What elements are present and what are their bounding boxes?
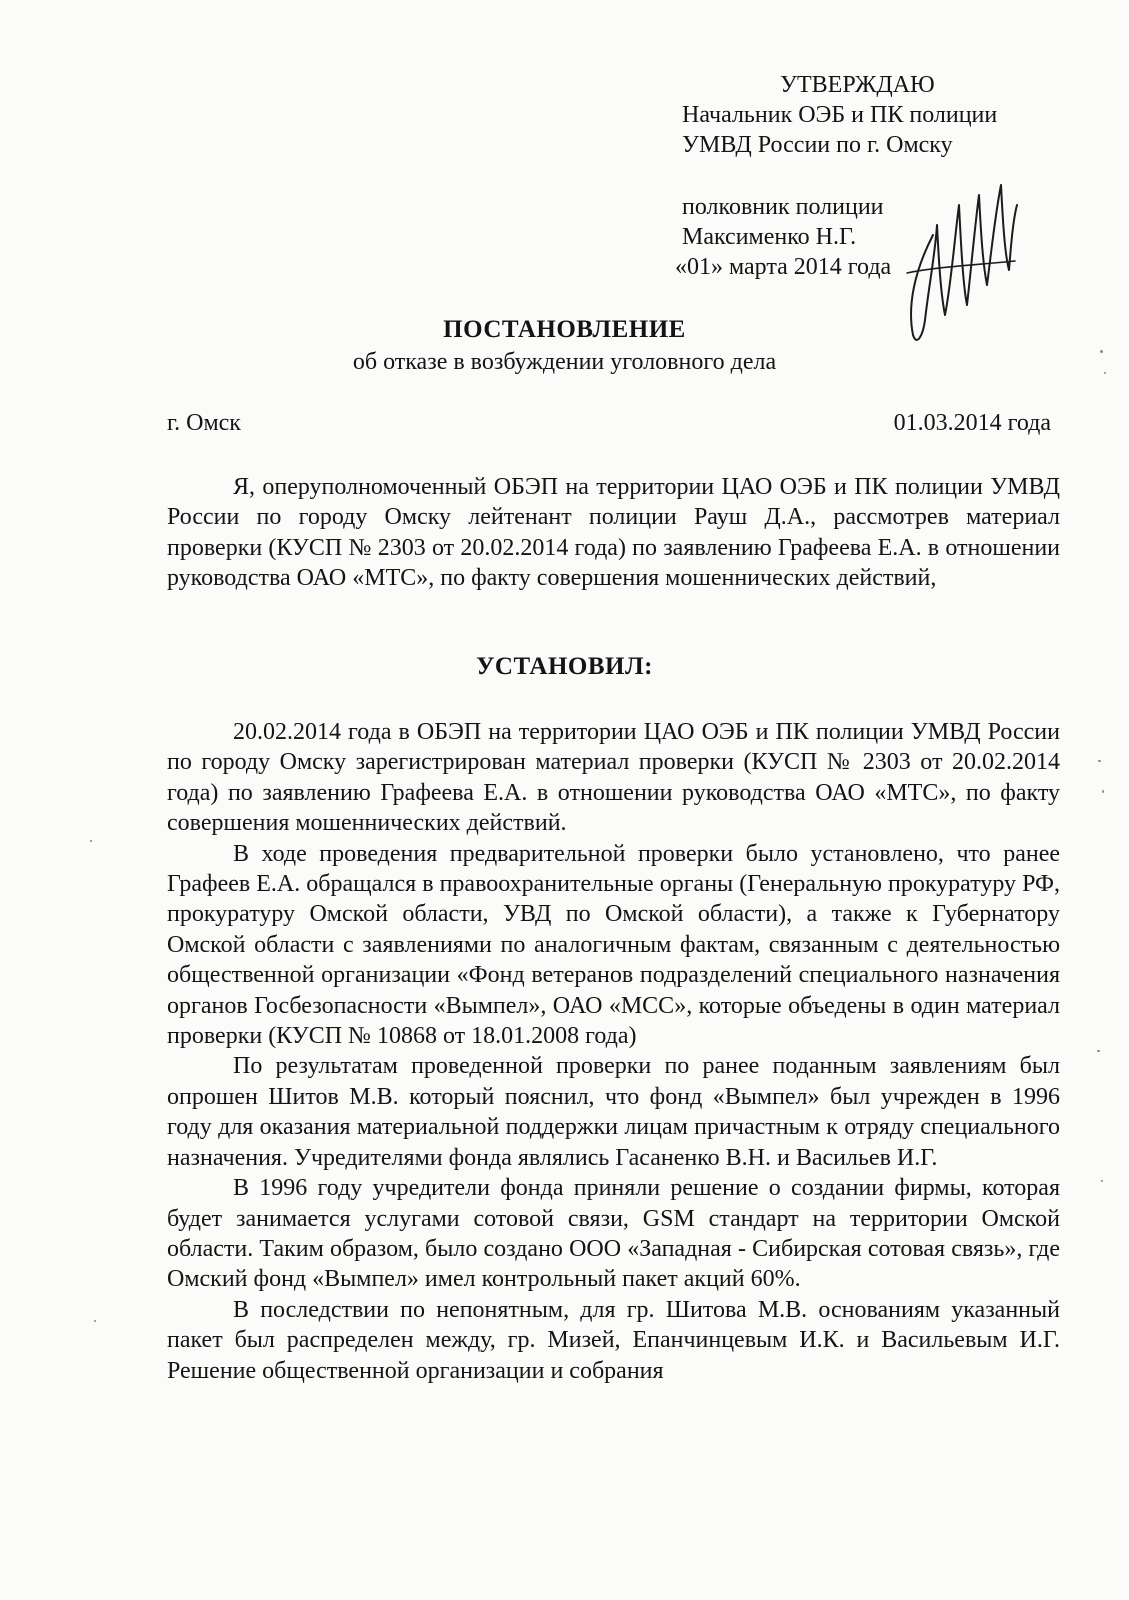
body-block	[167, 717, 1060, 1386]
approval-title: УТВЕРЖДАЮ	[780, 72, 935, 98]
scan-speck	[1100, 350, 1103, 353]
approval-position-line1: Начальник ОЭБ и ПК полиции	[682, 102, 998, 128]
document-place: г. Омск	[167, 410, 241, 436]
scan-speck	[1097, 1050, 1100, 1052]
paragraph-2: В ходе проведения предварительной проверки было установлено, что ранее Графеев Е.А. обращался в правоохранительные органы (Генеральную прокуратуру РФ, прокуратуру Омской области, УВД по Омской области), а также к Губернатору Омской области с заявлениями по аналогичным фактам, связанным с деятельностью общественной организации «Фонд ветеранов подразделений специального назначения органов Госбезопасности «Вымпел», ОАО «МСС», которые объедены в один материал проверки (КУСП № 10868 от 18.01.2008 года)	[167, 840, 1060, 1050]
approval-date: «01» марта 2014 года	[675, 254, 892, 280]
approval-rank: полковник полиции	[682, 194, 884, 220]
established-heading: УСТАНОВИЛ:	[476, 653, 653, 680]
scan-speck	[1102, 790, 1104, 793]
approval-name: Максименко Н.Г.	[682, 224, 857, 250]
scan-speck	[94, 1320, 96, 1322]
document-title: ПОСТАНОВЛЕНИЕ	[443, 316, 686, 343]
document-date: 01.03.2014 года	[893, 410, 1051, 436]
paragraph-1: 20.02.2014 года в ОБЭП на территории ЦАО ОЭБ и ПК полиции УМВД России по городу Омску зарегистрирован материал проверки (КУСП № 2303 от 20.02.2014 года) по заявлению Графеева Е.А. в отношении руководства ОАО «МТС», по факту совершения мошеннических действий.	[167, 719, 1060, 837]
approval-position-line2: УМВД России по г. Омску	[682, 132, 953, 158]
intro-block	[167, 472, 1060, 594]
scan-speck	[90, 840, 92, 842]
paragraph-4: В 1996 году учредители фонда приняли решение о создании фирмы, которая будет занимается услугами сотовой связи, GSM стандарт на территории Омской области. Таким образом, было создано ООО «Западная - Сибирская сотовая связь», где Омский фонд «Вымпел» имел контрольный пакет акций 60%.	[167, 1175, 1060, 1293]
paragraph-3: По результатам проведенной проверки по ранее поданным заявлениям был опрошен Шитов М.В. который пояснил, что фонд «Вымпел» был учрежден в 1996 году для оказания материальной поддержки лицам причастным к отряду специального назначения. Учредителями фонда являлись Гасаненко В.Н. и Васильев И.Г.	[167, 1053, 1060, 1171]
paragraph-5: В последствии по непонятным, для гр. Шитова М.В. основаниям указанный пакет был распределен между, гр. Мизей, Епанчинцевым И.К. и Васильевым И.Г. Решение общественной организации и собрания	[167, 1296, 1060, 1384]
scan-speck	[1104, 372, 1106, 374]
scan-speck	[1098, 760, 1101, 762]
approval-block	[675, 70, 1082, 282]
document-subtitle: об отказе в возбуждении уголовного дела	[352, 349, 777, 375]
scan-speck	[1101, 1180, 1103, 1182]
intro-paragraph: Я, оперуполномоченный ОБЭП на территории ЦАО ОЭБ и ПК полиции УМВД России по городу Омску лейтенант полиции Рауш Д.А., рассмотрев материал проверки (КУСП № 2303 от 20.02.2014 года) по заявлению Графеева Е.А. в отношении руководства ОАО «МТС», по факту совершения мошеннических действий,	[167, 474, 1060, 592]
